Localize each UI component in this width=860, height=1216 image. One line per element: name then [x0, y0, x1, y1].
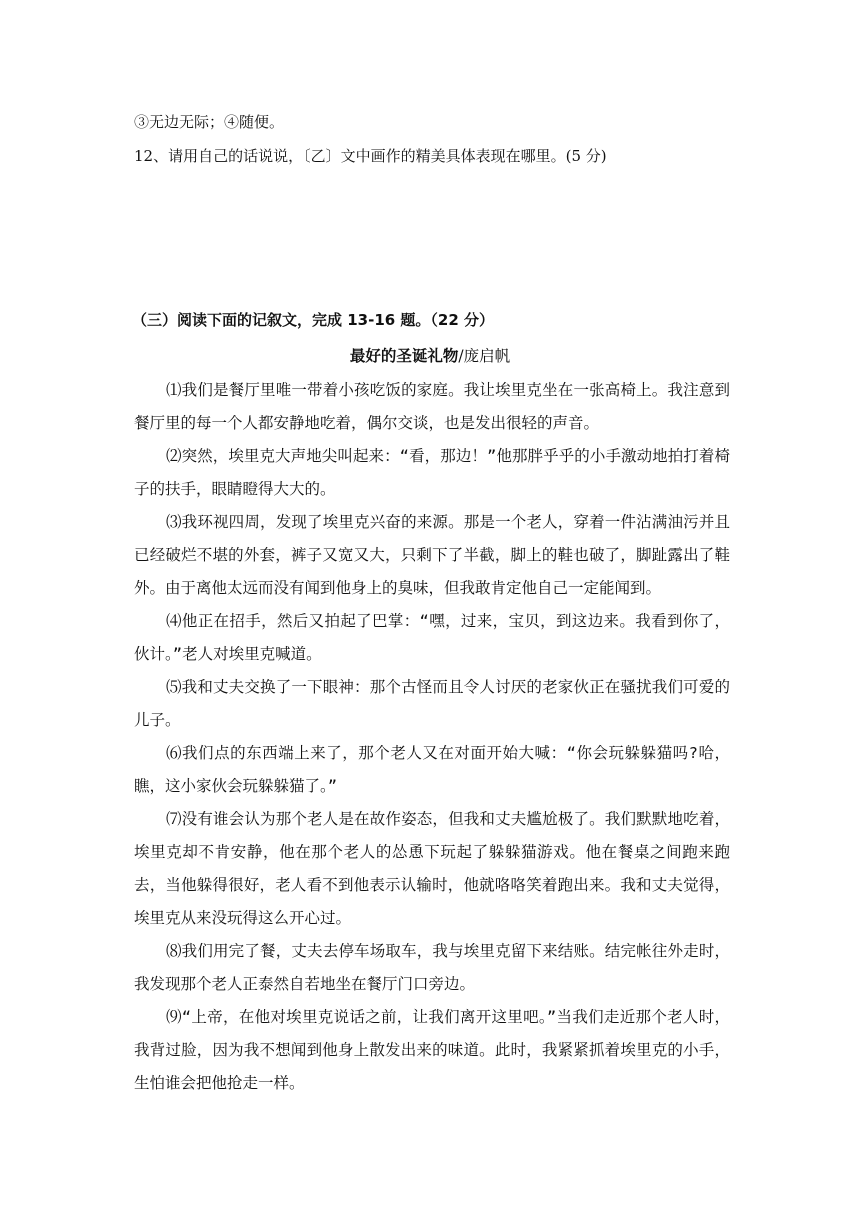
paragraph-7: ⑺没有谁会认为那个老人是在故作姿态，但我和丈夫尴尬极了。我们默默地吃着，埃里克却不肯安静，他在那个老人的怂恿下玩起了躲躲猫游戏。他在餐桌之间跑来跑去，当他躲得很好，老人看不到他表示认输时，他就咯咯笑着跑出来。我和丈夫觉得，埃里克从来没玩得这么开心过。 — [134, 810, 730, 927]
section-heading: （三）阅读下面的记叙文，完成 13-16 题。（22 分） — [132, 311, 495, 329]
paragraph-6: ⑹我们点的东西端上来了，那个老人又在对面开始大喊：“你会玩躲躲猫吗?哈，瞧，这小家伙会玩躲躲猫了。” — [134, 744, 730, 795]
answer-line: ③无边无际；④随便。 — [134, 113, 285, 131]
paragraph-5: ⑸我和丈夫交换了一下眼神：那个古怪而且令人讨厌的老家伙正在骚扰我们可爱的儿子。 — [134, 678, 730, 729]
paragraph-3: ⑶我环视四周，发现了埃里克兴奋的来源。那是一个老人，穿着一件沾满油污并且已经破烂不堪的外套，裤子又宽又大，只剩下了半截，脚上的鞋也破了，脚趾露出了鞋外。由于离他太远而没有闻到他身上的臭味，但我敢肯定他自己一定能闻到。 — [134, 513, 730, 597]
paragraph-1: ⑴我们是餐厅里唯一带着小孩吃饭的家庭。我让埃里克坐在一张高椅上。我注意到餐厅里的每一个人都安静地吃着，偶尔交谈，也是发出很轻的声音。 — [134, 381, 730, 432]
paragraph-8: ⑻我们用完了餐，丈夫去停车场取车，我与埃里克留下来结账。结完帐往外走时，我发现那个老人正泰然自若地坐在餐厅门口旁边。 — [134, 942, 730, 993]
question-12: 12、请用自己的话说说，〔乙〕文中画作的精美具体表现在哪里。(5 分) — [134, 147, 607, 165]
paragraph-9: ⑼“上帝，在他对埃里克说话之前，让我们离开这里吧。”当我们走近那个老人时，我背过脸，因为我不想闻到他身上散发出来的味道。此时，我紧紧抓着埃里克的小手，生怕谁会把他抢走一样。 — [134, 1008, 730, 1092]
paragraph-2: ⑵突然，埃里克大声地尖叫起来：“看，那边！”他那胖乎乎的小手激动地拍打着椅子的扶手，眼睛瞪得大大的。 — [134, 447, 730, 498]
article-author: /庞启帆 — [458, 347, 511, 365]
paragraph-4: ⑷他正在招手，然后又拍起了巴掌：“嘿，过来，宝贝，到这边来。我看到你了，伙计。”老人对埃里克喊道。 — [134, 612, 730, 663]
article-title — [0, 346, 860, 366]
article-title-text: 最好的圣诞礼物 — [349, 347, 459, 365]
